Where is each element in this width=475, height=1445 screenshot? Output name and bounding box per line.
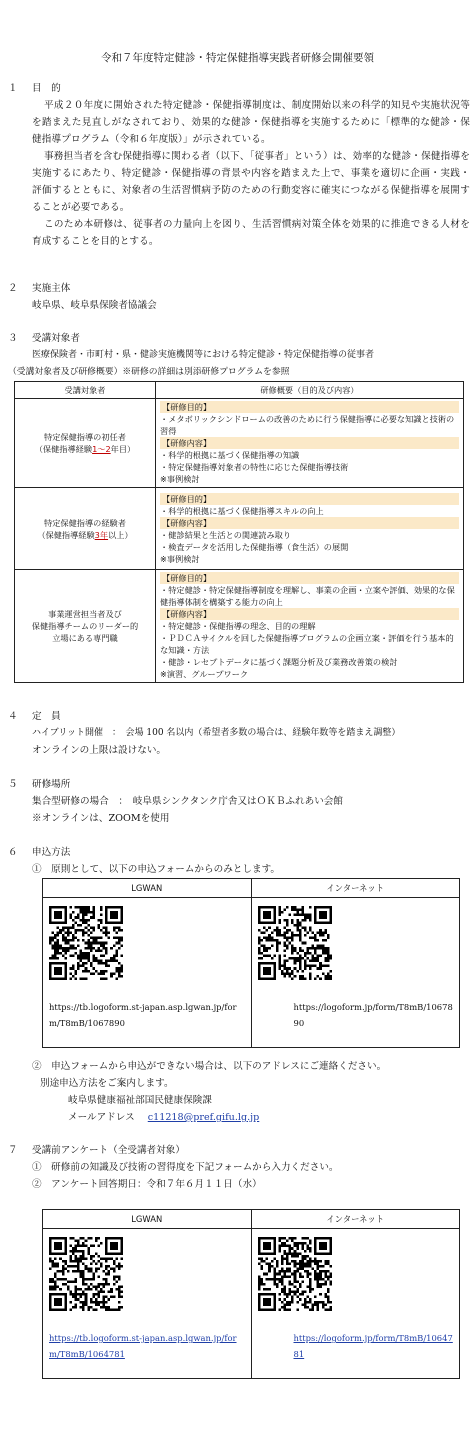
section-number: ４ <box>8 711 18 722</box>
application-form-table <box>42 878 460 1048</box>
internet-cell <box>251 1229 460 1379</box>
summary-cell <box>156 488 464 570</box>
section-heading: 申込方法 <box>32 847 71 858</box>
target-name: 特定保健指導の経験者 <box>44 517 126 528</box>
target-cell <box>15 488 156 570</box>
table-row <box>15 399 464 488</box>
target-text: 医療保険者・市町村・県・健診実施機関等における特定健診・特定保健指導の従事者 <box>32 350 375 360</box>
document-title: 令和７年度特定健診・特定保健指導実践者研修会開催要領 <box>101 52 374 64</box>
section-number: ５ <box>8 779 18 790</box>
section-target <box>8 330 470 683</box>
mail-label: メールアドレス <box>68 1112 135 1123</box>
section-application <box>8 844 470 1126</box>
target-experience: （保健指導経験1～2年目） <box>34 444 136 454</box>
content-line: ・科学的根拠に基づく保健指導の知識 <box>160 450 300 460</box>
lgwan-header: LGWAN <box>43 879 252 898</box>
section-number: １ <box>8 83 18 94</box>
content-line: ・健診・レセプトデータに基づく課題分析及び業務改善策の検討 <box>160 657 398 667</box>
qr-code-icon[interactable] <box>258 1237 332 1311</box>
internet-cell <box>251 898 460 1048</box>
goal-tag: 【研修目的】 <box>160 493 459 505</box>
target-experience: 保健指導チームのリーダー的 <box>31 621 139 631</box>
venue-line-2: ※オンラインは、ZOOMを使用 <box>32 813 170 824</box>
goal-line: ・メタボリックシンドロームの改善のために行う保健指導に必要な知識と技術の習得 <box>160 414 455 436</box>
application-item-2: ② 申込フォームから申込ができない場合は、以下のアドレスにご連絡ください。 <box>32 1061 387 1072</box>
content-line: ※事例検討 <box>160 553 200 564</box>
goal-tag: 【研修目的】 <box>160 572 459 584</box>
capacity-line-1: ハイブリット開催 ： 会場 100 名以内（希望者多数の場合は、経験年数等を踏まえ調整） <box>32 728 401 738</box>
content-line: ・ＰＤＣＡサイクルを回した保健指導プログラムの企画立案・評価を行う基本的な知識・方法 <box>160 633 454 655</box>
summary-cell <box>156 570 464 683</box>
goal-line: ・特定健診・特定保健指導制度を理解し、事業の企画・立案や評価、効果的な保健指導体制を構築する能力の向上 <box>160 585 455 607</box>
summary-cell <box>156 399 464 488</box>
section-heading: 実施主体 <box>32 283 71 294</box>
survey-item-1: ① 研修前の知識及び技術の習得度を下記フォームから入力ください。 <box>32 1162 339 1173</box>
qr-code-icon[interactable] <box>258 906 332 980</box>
target-experience: （保健指導経験3年以上） <box>37 529 133 540</box>
content-tag: 【研修内容】 <box>160 608 459 620</box>
lgwan-form-url[interactable]: https://tb.logoform.st-japan.asp.lgwan.jp/form/T8mB/1067890 <box>49 1002 237 1028</box>
section-number: ３ <box>8 333 18 344</box>
section-number: ７ <box>8 1145 18 1156</box>
survey-form-table <box>42 1209 460 1379</box>
section-purpose <box>8 80 470 250</box>
content-line: ・特定健診・保健指導の理念、目的の理解 <box>160 621 316 631</box>
internet-form-url[interactable]: https://logoform.jp/form/T8mB/1067890 <box>293 1002 453 1028</box>
organizer-text: 岐阜県、岐阜県保険者協議会 <box>32 300 157 311</box>
table-row <box>15 488 464 570</box>
survey-item-2: ② アンケート回答期日：令和７年６月１１日（水） <box>32 1179 262 1190</box>
section-venue <box>8 776 470 827</box>
section-heading: 研修場所 <box>32 779 71 790</box>
section-number: ２ <box>8 283 18 294</box>
target-cell <box>15 399 156 488</box>
content-tag: 【研修内容】 <box>160 437 459 449</box>
content-line: ※演習、グループワーク <box>160 669 249 679</box>
mail-link[interactable]: c11218@pref.gifu.lg.jp <box>147 1112 260 1123</box>
contact-mail-row <box>68 1109 470 1126</box>
internet-header: インターネット <box>251 1210 460 1229</box>
content-tag: 【研修内容】 <box>160 517 459 529</box>
qr-code-icon[interactable] <box>49 1237 123 1311</box>
target-name: 特定保健指導の初任者 <box>44 432 126 442</box>
content-line: ・検査データを活用した保健指導（食生活）の展開 <box>160 541 349 552</box>
target-note: （受講対象者及び研修概要）※研修の詳細は別添研修プログラムを参照 <box>8 367 290 377</box>
internet-header: インターネット <box>251 879 460 898</box>
lgwan-cell <box>43 898 252 1048</box>
purpose-paragraph-1: 平成２０年度に開始された特定健診・保健指導制度は、制度開始以来の科学的知見や実施状況等を踏まえた見直しがなされており、効果的な健診・保健指導を実施するために「標準的な健診・保健指導プログラム（令和６年度版）」が示されている。 <box>32 100 470 145</box>
internet-survey-url[interactable]: https://logoform.jp/form/T8mB/1064781 <box>293 1333 453 1359</box>
course-table-header-target: 受講対象者 <box>15 382 156 399</box>
target-name: 事業運営担当者及び <box>48 609 122 619</box>
contact-department: 岐阜県健康福祉部国民健康保険課 <box>68 1095 212 1106</box>
capacity-line-2: オンラインの上限は設けない。 <box>32 745 167 756</box>
venue-line-1: 集合型研修の場合 ： 岐阜県シンクタンク庁舎又はＯＫＢふれあい会館 <box>32 796 343 807</box>
section-survey <box>8 1142 470 1379</box>
lgwan-header: LGWAN <box>43 1210 252 1229</box>
section-number: ６ <box>8 847 18 858</box>
section-capacity <box>8 708 470 759</box>
course-table <box>14 381 464 683</box>
lgwan-cell <box>43 1229 252 1379</box>
qr-code-icon[interactable] <box>49 906 123 980</box>
target-role: 立場にある専門職 <box>52 633 118 643</box>
content-line: ・特定保健指導対象者の特性に応じた保健指導技術 <box>160 462 349 472</box>
table-row <box>15 570 464 683</box>
application-item-1: ① 原則として、以下の申込フォームからのみとします。 <box>32 864 280 875</box>
purpose-paragraph-2: 事務担当者を含む保健指導に関わる者（以下、「従事者」という）は、効率的な健診・保健指導を実施するにあたり、特定健診・保健指導の背景や内容を踏まえた上で、事業を適切に企画・実践・評価するとともに、対象者の生活習慣病予防のための行動変容に確実につながる保健指導を展開することが必要である。 <box>32 151 470 213</box>
purpose-paragraph-3: このため本研修は、従事者の力量向上を図り、生活習慣病対策全体を効果的に推進できる人材を育成することを目的とする。 <box>32 219 470 247</box>
application-item-2b: 別途申込方法をご案内します。 <box>40 1078 174 1089</box>
target-cell <box>15 570 156 683</box>
lgwan-survey-url[interactable]: https://tb.logoform.st-japan.asp.lgwan.jp/form/T8mB/1064781 <box>49 1333 237 1359</box>
course-table-header-summary: 研修概要（目的及び内容） <box>156 382 464 399</box>
content-line: ・健診結果と生活との関連読み取り <box>160 529 292 540</box>
goal-line: ・科学的根拠に基づく保健指導スキルの向上 <box>160 505 324 516</box>
section-heading: 目 的 <box>32 83 61 94</box>
section-organizer <box>8 280 470 314</box>
content-line: ※事例検討 <box>160 474 200 484</box>
section-heading: 受講対象者 <box>32 333 80 344</box>
section-heading: 受講前アンケート（全受講者対象） <box>32 1145 185 1156</box>
goal-tag: 【研修目的】 <box>160 401 459 413</box>
section-heading: 定 員 <box>32 711 61 722</box>
